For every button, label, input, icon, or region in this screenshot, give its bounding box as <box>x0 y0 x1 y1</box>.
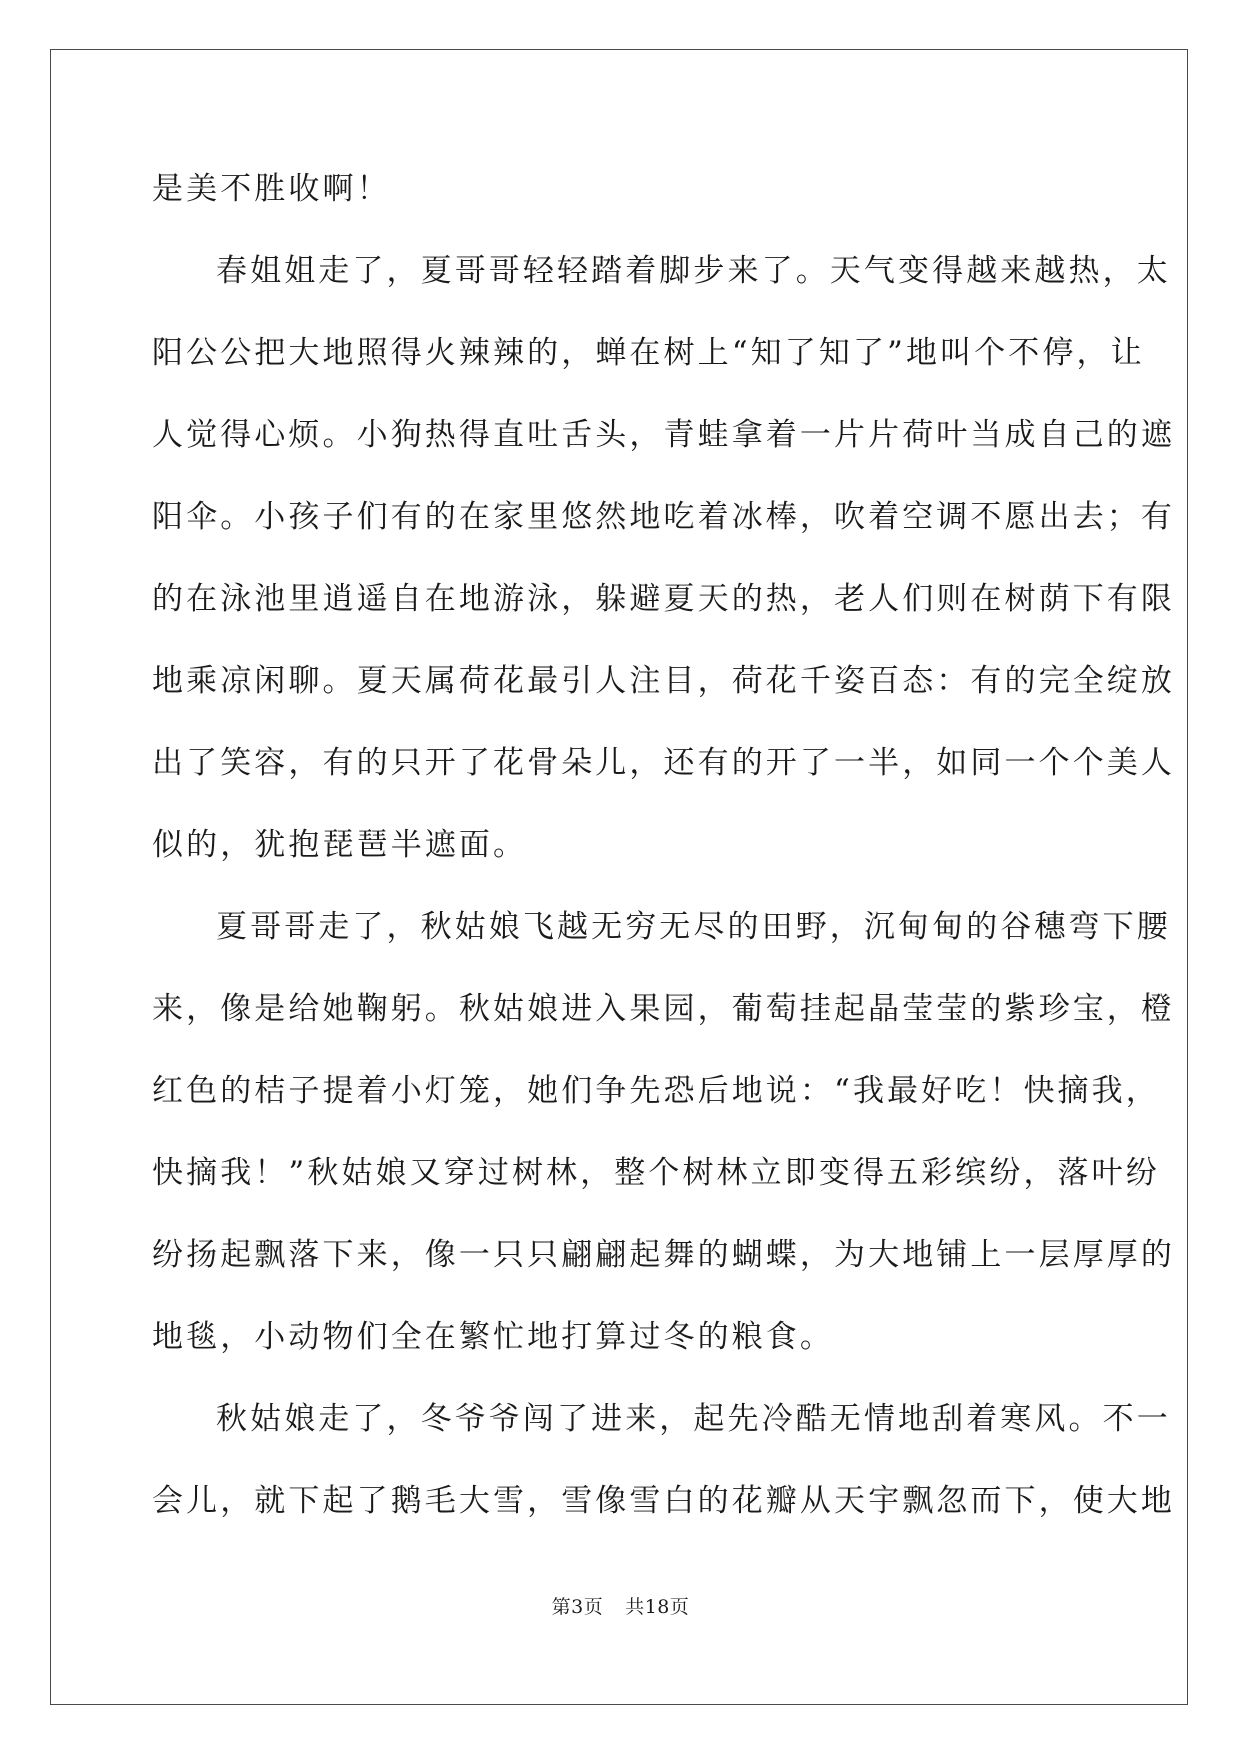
text-line: 似的，犹抱琵琶半遮面。 <box>152 827 528 863</box>
text-line: 会儿，就下起了鹅毛大雪，雪像雪白的花瓣从天宇飘忽而下，使大地 <box>152 1483 1175 1519</box>
page-number: 第3页 <box>551 1596 604 1618</box>
page-total: 共18页 <box>625 1596 690 1618</box>
text-line: 秋姑娘走了，冬爷爷闯了进来，起先冷酷无情地刮着寒风。不一 <box>216 1401 1171 1437</box>
text-line: 夏哥哥走了，秋姑娘飞越无穷无尽的田野，沉甸甸的谷穗弯下腰 <box>216 909 1171 945</box>
text-line: 出了笑容，有的只开了花骨朵儿，还有的开了一半，如同一个个美人 <box>152 745 1175 781</box>
document-body <box>152 157 1175 1551</box>
page-footer <box>0 1592 1241 1619</box>
text-line: 纷扬起飘落下来，像一只只翩翩起舞的蝴蝶，为大地铺上一层厚厚的 <box>152 1237 1175 1273</box>
text-line: 地乘凉闲聊。夏天属荷花最引人注目，荷花千姿百态：有的完全绽放 <box>152 663 1175 699</box>
text-line: 的在泳池里逍遥自在地游泳，躲避夏天的热，老人们则在树荫下有限 <box>152 581 1175 617</box>
text-line: 地毯，小动物们全在繁忙地打算过冬的粮食。 <box>152 1319 834 1355</box>
text-line: 人觉得心烦。小狗热得直吐舌头，青蛙拿着一片片荷叶当成自己的遮 <box>152 417 1175 453</box>
text-line: 阳伞。小孩子们有的在家里悠然地吃着冰棒，吹着空调不愿出去；有 <box>152 499 1175 535</box>
text-line: 来，像是给她鞠躬。秋姑娘进入果园，葡萄挂起晶莹莹的紫珍宝，橙 <box>152 991 1175 1027</box>
text-line: 红色的桔子提着小灯笼，她们争先恐后地说：“我最好吃！快摘我， <box>152 1073 1160 1109</box>
text-line: 春姐姐走了，夏哥哥轻轻踏着脚步来了。天气变得越来越热，太 <box>216 253 1171 289</box>
text-line: 快摘我！”秋姑娘又穿过树林，整个树林立即变得五彩缤纷，落叶纷 <box>152 1155 1160 1191</box>
text-line: 阳公公把大地照得火辣辣的，蝉在树上“知了知了”地叫个不停，让 <box>152 335 1145 371</box>
text-line: 是美不胜收啊！ <box>152 171 391 207</box>
